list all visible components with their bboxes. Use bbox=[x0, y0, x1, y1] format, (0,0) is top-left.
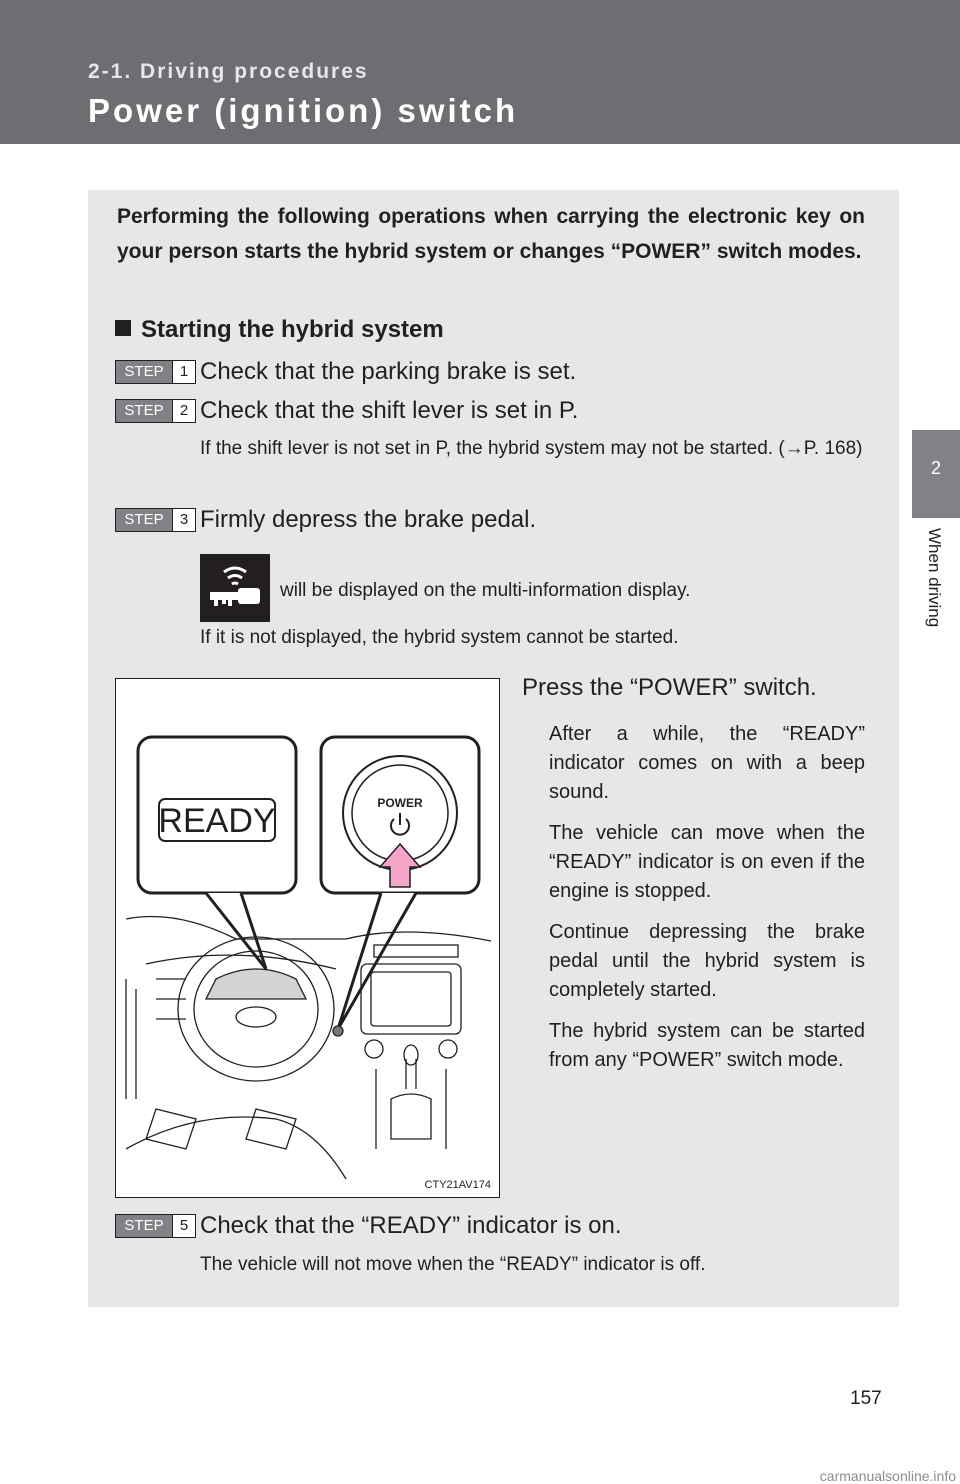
ready-callout-pointer bbox=[206, 893, 266, 969]
step-5-badge: STEP 5 bbox=[115, 1214, 196, 1238]
power-callout-pointer bbox=[338, 893, 416, 1029]
step-4-text: Press the “POWER” switch. bbox=[522, 674, 817, 701]
step-2-text: Check that the shift lever is set in P. bbox=[200, 397, 579, 424]
step-4-notes bbox=[549, 720, 865, 1087]
electronic-key-indicator-icon bbox=[200, 554, 270, 622]
intro-text: Performing the following operations when carrying the electronic key on your person starts the hybrid system or changes “POWER” switch modes. bbox=[117, 205, 865, 263]
step-5-note: The vehicle will not move when the “READY” indicator is off. bbox=[200, 1254, 706, 1275]
illustration-code: CTY21AV174 bbox=[424, 1179, 491, 1191]
chapter-number: 2 bbox=[912, 430, 960, 518]
square-bullet-icon bbox=[115, 320, 131, 336]
step-4-note: Continue depressing the brake pedal until the hybrid system is completely started. bbox=[549, 921, 865, 1001]
subheading: Starting the hybrid system bbox=[115, 316, 444, 344]
step-2-badge: STEP 2 bbox=[115, 399, 196, 423]
step-1-text: Check that the parking brake is set. bbox=[200, 358, 577, 385]
step-3-text: Firmly depress the brake pedal. bbox=[200, 506, 537, 533]
step-4-note: The hybrid system can be started from any “POWER” switch mode. bbox=[549, 1020, 865, 1071]
ready-indicator-label: READY bbox=[158, 802, 276, 840]
step-4-note: After a while, the “READY” indicator comes on with a beep sound. bbox=[549, 723, 865, 803]
step-1-badge: STEP 1 bbox=[115, 360, 196, 384]
power-switch-label: POWER bbox=[377, 796, 423, 810]
chapter-label: When driving bbox=[925, 528, 944, 628]
section-label: 2-1. Driving procedures bbox=[88, 60, 369, 83]
side-tab-top bbox=[912, 0, 960, 144]
step-5-text: Check that the “READY” indicator is on. bbox=[200, 1212, 622, 1239]
step-4-note: The vehicle can move when the “READY” indicator is on even if the engine is stopped. bbox=[549, 822, 865, 902]
step-2-note: If the shift lever is not set in P, the hybrid system may not be started. (→P. 168) bbox=[200, 438, 863, 459]
page-number: 157 bbox=[850, 1388, 882, 1409]
step-3-badge: STEP 3 bbox=[115, 508, 196, 532]
power-switch-illustration bbox=[115, 678, 500, 1198]
page-title: Power (ignition) switch bbox=[88, 92, 519, 129]
step-3-note: will be displayed on the multi-information display. bbox=[280, 580, 691, 601]
page-header bbox=[0, 0, 960, 144]
dashboard-drawing bbox=[126, 917, 491, 1180]
watermark[interactable]: carmanualsonline.info bbox=[819, 1468, 956, 1484]
step-3-note-2: If it is not displayed, the hybrid system cannot be started. bbox=[200, 627, 679, 648]
